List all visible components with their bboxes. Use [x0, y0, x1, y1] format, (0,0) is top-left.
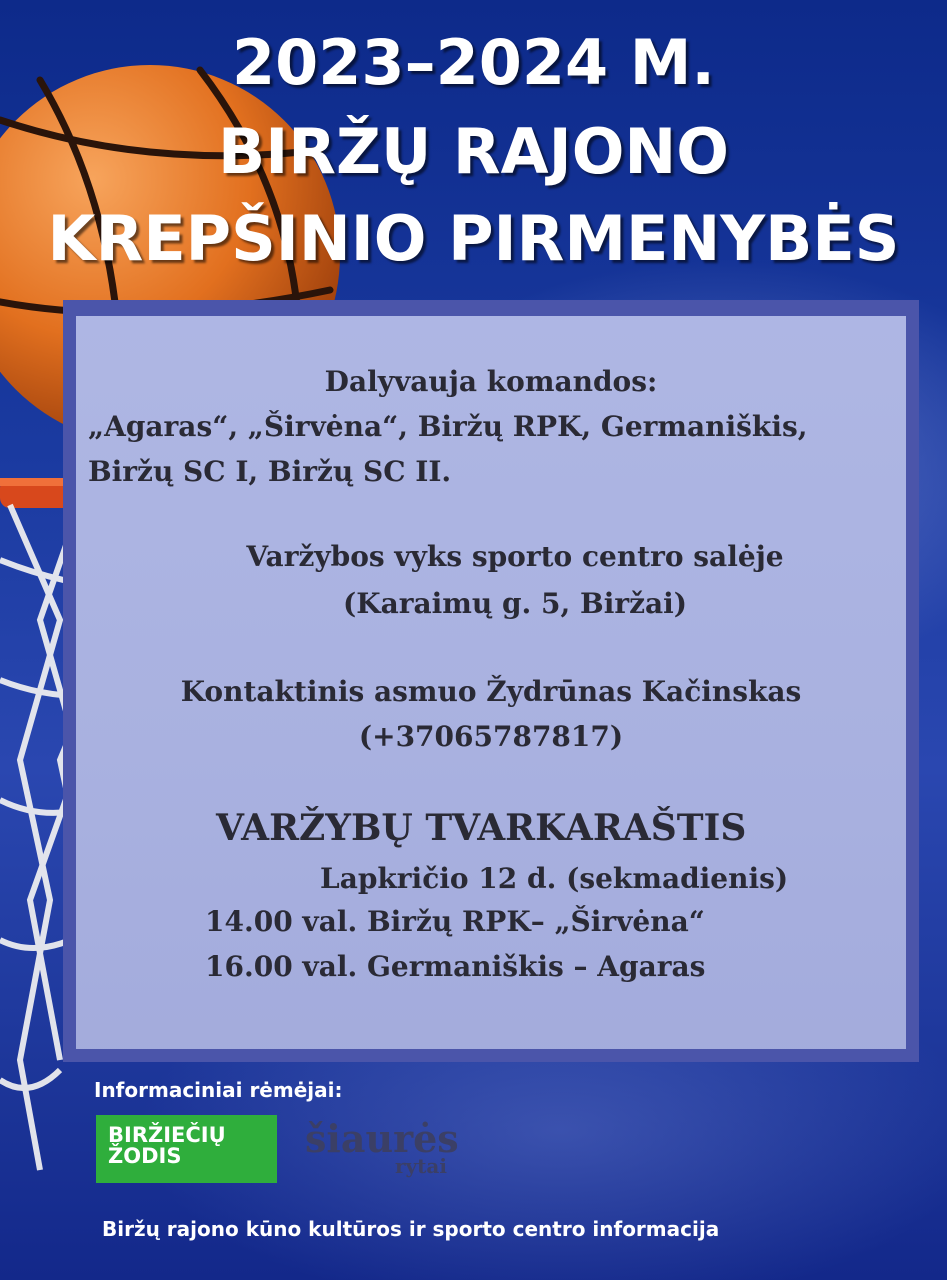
- venue-line1: Varžybos vyks sporto centro salėje: [246, 540, 784, 573]
- title-region: BIRŽŲ RAJONO: [217, 115, 730, 188]
- title-season: 2023–2024 M.: [232, 26, 715, 99]
- sponsors-label: Informaciniai rėmėjai:: [94, 1078, 343, 1102]
- venue-line2: (Karaimų g. 5, Biržai): [342, 587, 688, 620]
- title-championship: KREPŠINIO PIRMENYBĖS: [47, 202, 900, 275]
- footer-note: Biržų rajono kūno kultūros ir sporto centro informacija: [102, 1217, 720, 1241]
- teams-list-line1: „Agaras“, „Širvėna“, Biržų RPK, Germaniškis,: [88, 410, 808, 443]
- schedule-game-1: 14.00 val. Biržų RPK– „Širvėna“: [205, 905, 705, 938]
- logo-bz-line2: ŽODIS: [108, 1144, 182, 1168]
- birzieciu-zodis-logo: [96, 1115, 277, 1183]
- logo-bz-line1: BIRŽIEČIŲ: [108, 1123, 226, 1147]
- contact-line1: Kontaktinis asmuo Žydrūnas Kačinskas: [180, 675, 802, 708]
- schedule-title: VARŽYBŲ TVARKARAŠTIS: [216, 807, 747, 849]
- logo-sr-sub: rytai: [395, 1154, 447, 1178]
- schedule-date: Lapkričio 12 d. (sekmadienis): [320, 862, 789, 895]
- siaures-rytai-logo: [305, 1116, 459, 1178]
- logo-sr-main: šiaurės: [305, 1116, 459, 1161]
- schedule-game-2: 16.00 val. Germaniškis – Agaras: [205, 950, 706, 983]
- teams-list-line2: Biržų SC I, Biržų SC II.: [88, 455, 452, 488]
- contact-phone: (+37065787817): [358, 720, 624, 753]
- teams-heading: Dalyvauja komandos:: [324, 365, 658, 398]
